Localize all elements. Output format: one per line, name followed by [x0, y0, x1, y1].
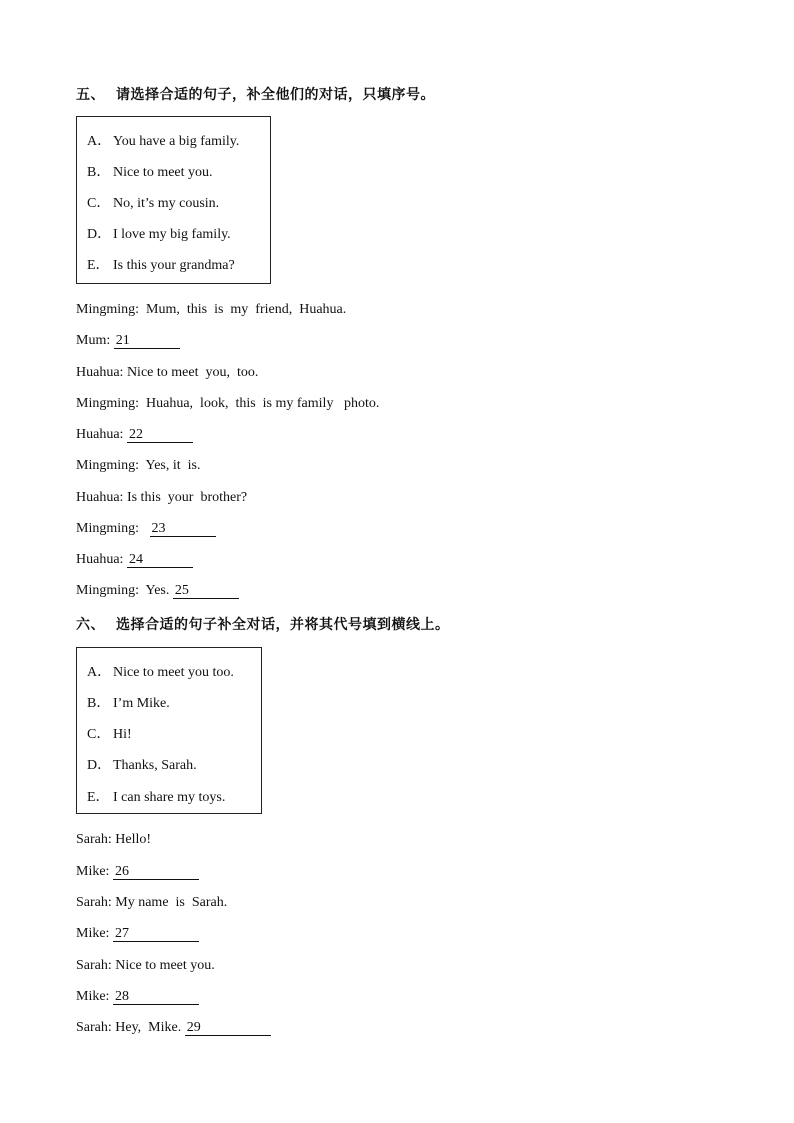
speaker-label: Mum: [76, 333, 111, 348]
speaker-label: Mike: [76, 864, 110, 879]
option-letter: E． [87, 258, 110, 273]
answer-blank-23[interactable]: 23 [150, 522, 216, 537]
option-letter: C． [87, 196, 111, 211]
dialogue-line [76, 552, 193, 568]
option-letter: C． [87, 727, 111, 742]
dialogue-line [76, 521, 216, 537]
option-letter: D． [87, 227, 112, 242]
line-text: Hey, Mike. [115, 1020, 182, 1035]
section-6-instruction: 选择合适的句子补全对话，并将其代号填到横线上。 [116, 617, 450, 633]
dialogue-line [76, 1020, 271, 1036]
section-5-instruction: 请选择合适的句子，补全他们的对话，只填序号。 [116, 87, 435, 103]
speaker-label: Mike: [76, 926, 110, 941]
option-text: I’m Mike. [113, 696, 170, 711]
line-text: Huahua, look, this is my family photo. [139, 396, 380, 411]
line-text: Nice to meet you, too. [126, 365, 259, 380]
option-letter: B． [87, 165, 111, 180]
option-letter: A． [87, 665, 112, 680]
option-e [87, 786, 225, 806]
option-text: You have a big family. [113, 134, 240, 149]
option-text: Nice to meet you too. [113, 665, 234, 680]
option-e [87, 254, 235, 274]
option-text: No, it’s my cousin. [113, 196, 220, 211]
answer-blank-24[interactable]: 24 [127, 553, 193, 568]
answer-blank-26[interactable]: 26 [113, 865, 199, 880]
section-5-number: 五、 [76, 87, 105, 103]
option-c [87, 723, 132, 743]
answer-blank-21[interactable]: 21 [114, 334, 180, 349]
dialogue-line [76, 864, 199, 880]
option-letter: A． [87, 134, 112, 149]
speaker-label: Mingming: [76, 521, 140, 536]
speaker-label: Mingming: [76, 458, 140, 473]
dialogue-line [76, 926, 199, 942]
option-text: Is this your grandma? [113, 258, 235, 273]
speaker-label: Huahua: [76, 490, 124, 505]
line-text: Mum, this is my friend, Huahua. [139, 302, 347, 317]
speaker-label: Huahua: [76, 427, 124, 442]
speaker-label: Mingming: [76, 396, 140, 411]
option-text: Thanks, Sarah. [113, 758, 197, 773]
speaker-label: Sarah: [76, 832, 112, 847]
option-text: I love my big family. [113, 227, 231, 242]
section-6-number: 六、 [76, 617, 105, 633]
line-text: Yes. [139, 583, 170, 598]
option-d [87, 223, 231, 243]
option-b [87, 161, 213, 181]
option-text: Hi! [113, 727, 132, 742]
speaker-label: Mingming: [76, 302, 140, 317]
answer-blank-27[interactable]: 27 [113, 927, 199, 942]
dialogue-line [76, 427, 193, 443]
dialogue-line [76, 895, 227, 911]
dialogue-line [76, 832, 151, 848]
dialogue-line [76, 958, 215, 974]
speaker-label: Huahua: [76, 552, 124, 567]
dialogue-line [76, 302, 346, 318]
line-text: Nice to meet you. [115, 958, 215, 973]
line-text: My name is Sarah. [115, 895, 228, 910]
option-a [87, 130, 239, 150]
speaker-label: Sarah: [76, 895, 112, 910]
dialogue-line [76, 583, 239, 599]
dialogue-line [76, 458, 200, 474]
speaker-label: Mike: [76, 989, 110, 1004]
option-letter: E． [87, 790, 110, 805]
section-6-options-box [76, 647, 262, 814]
line-text: Is this your brother? [126, 490, 248, 505]
option-a [87, 661, 234, 681]
dialogue-line [76, 396, 379, 412]
section-5-options-box [76, 116, 271, 284]
option-d [87, 754, 197, 774]
option-text: I can share my toys. [113, 790, 226, 805]
dialogue-line [76, 365, 258, 381]
answer-blank-25[interactable]: 25 [173, 584, 239, 599]
line-text: Yes, it is. [139, 458, 201, 473]
speaker-label: Sarah: [76, 958, 112, 973]
speaker-label: Mingming: [76, 583, 140, 598]
answer-blank-28[interactable]: 28 [113, 990, 199, 1005]
option-letter: D． [87, 758, 112, 773]
section-5-heading [76, 84, 435, 104]
speaker-label: Huahua: [76, 365, 124, 380]
option-c [87, 192, 219, 212]
answer-blank-29[interactable]: 29 [185, 1021, 271, 1036]
line-text: Hello! [115, 832, 152, 847]
option-b [87, 692, 170, 712]
dialogue-line [76, 989, 199, 1005]
dialogue-line [76, 490, 247, 506]
answer-blank-22[interactable]: 22 [127, 428, 193, 443]
dialogue-line [76, 333, 180, 349]
option-text: Nice to meet you. [113, 165, 213, 180]
option-letter: B． [87, 696, 111, 711]
speaker-label: Sarah: [76, 1020, 112, 1035]
section-6-heading [76, 614, 450, 634]
